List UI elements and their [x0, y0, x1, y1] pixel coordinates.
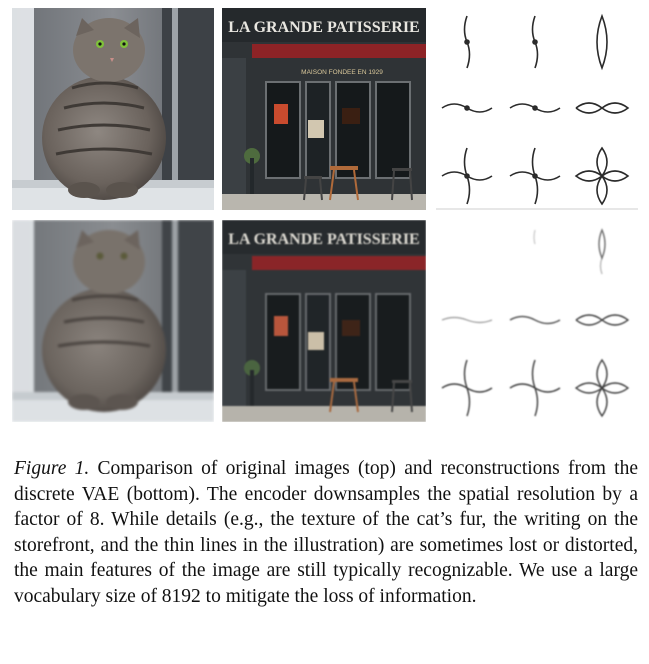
- store-sign-text: LA GRANDE PATISSERIE: [228, 19, 420, 36]
- illustration-original-drawing: [436, 8, 638, 210]
- store-subsign-text: MAISON FONDEE EN 1929: [301, 69, 383, 76]
- cat-original-drawing: [12, 8, 214, 210]
- storefront-original-drawing: [222, 8, 426, 210]
- storefront-reconstruction-drawing: [222, 220, 426, 422]
- cat-original-image: [12, 8, 214, 210]
- store-sign-text-reconstruction: LA GRANDE PATISSERIE: [228, 231, 420, 248]
- cat-reconstruction-drawing: [12, 220, 214, 422]
- storefront-original-image: [222, 8, 426, 210]
- cat-reconstruction-image: [12, 220, 214, 422]
- figure-caption-text: Comparison of original images (top) and reconstructions from the discrete VAE (bottom). The encoder downsamples the spatial resolution by a factor of 8. While details (e.g., the texture of the cat’s fur, the writing on the storefront, and the thin lines in the illustration) are sometimes lost or distorted, the main features of the image are still typically recognizable. We use a large vocabulary size of 8192 to mitigate the loss of information.: [14, 458, 638, 607]
- figure-caption-label: Figure 1.: [14, 458, 90, 479]
- illustration-original-image: [436, 8, 638, 210]
- illustration-reconstruction-image: [436, 220, 638, 422]
- illustration-reconstruction-drawing: [436, 220, 638, 422]
- figure-caption: [14, 456, 638, 610]
- storefront-reconstruction-image: [222, 220, 426, 422]
